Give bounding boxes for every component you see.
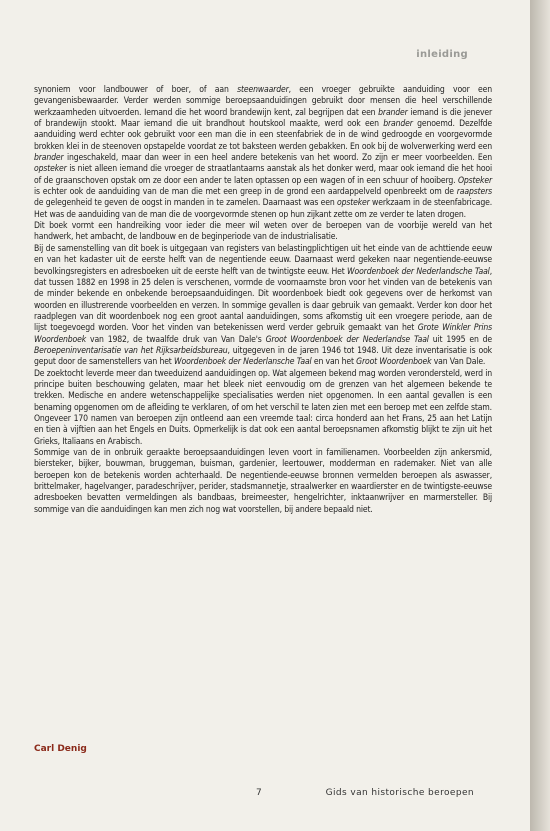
- text-run: uit 1995 en de: [428, 334, 493, 345]
- paragraph: [34, 369, 492, 448]
- italic-run: opsteker: [336, 198, 370, 209]
- paragraph: [34, 244, 492, 369]
- text-run: Bij de samenstelling van dit boek is uitgegaan van registers van belastingplichtigen uit het einde van de achttiende eeuw en van het kadaster uit de eerste helft van de negentiende eeuw. Daarnaast werd gekeken naar negentiende-eeuwse bevolkingsregisters en adresboeken uit de eerste helft van de twintigste eeuw. Het: [34, 243, 492, 277]
- italic-run: raapsters: [456, 187, 492, 198]
- text-run: is echter ook de aanduiding van de man die met een greep in de grond een aardappelveld openbreekt om de: [34, 187, 457, 198]
- text-run: de gelegenheid te geven de oogst in manden in te zamelen. Daarnaast was een: [34, 198, 337, 209]
- paragraph: [34, 221, 492, 244]
- text-run: genoemd. Dezelfde aanduiding werd echter ook gebruikt voor een man die in een steenfabriek de in de wind gedroogde en voorgevormde brokken klei in de steenoven opstapelde voordat ze tot baksteen werden gebakken. En ook bij de wolverwerking werd een: [34, 119, 493, 152]
- italic-run: Woordenboek der Nederlandsche Taal: [347, 266, 490, 277]
- italic-run: Woordenboek der Nederlansche Taal: [174, 357, 312, 368]
- footer-book-title: Gids van historische beroepen: [325, 788, 474, 798]
- text-run: De zoektocht leverde meer dan tweeduizend aanduidingen op. Wat algemeen bekend mag worden verondersteld, werd in principe buiten beschouwing gelaten, maar het bleek niet eenvoudig om de grenzen van het algemeen bekende te trekken. Medische en andere wetenschappelijke specialisaties werden niet opgenomen. In een aantal gevallen is een benaming opgenomen om de afleiding te verklaren, of om het verschil te laten zien met een beroep met een zelfde stam. Ongeveer 170 namen van beroepen zijn ontleend aan een vreemde taal: circa honderd aan het Frans, 25 aan het Latijn en tien à vijftien aan het Engels en Duits. Opmerkelijk is dat ook een aantal beroepsnamen afkomstig blijkt te zijn uit het Grieks, Italiaans en Arabisch.: [34, 368, 492, 447]
- text-run: Sommige van de in onbruik geraakte beroepsaanduidingen leven voort in familienamen. Voorbeelden zijn ankersmid, biersteker, bijker, bouwman, bruggeman, buisman, gardenier, leertouwer, modderman en rademaker. Niet van alle beroepen kon de betekenis worden achterhaald. De negentiende-eeuwse bronnen vermelden beroepen als aswasser, brittelmaker, hagelvanger, paradeschrijver, perider, stadsmannetje, straalwerker en waardierster en de twintigste-eeuwse adresboeken bevatten vermeldingen als bandbaas, breimeester, hengelrichter, inktaanwrijver en marmersteller. Bij sommige van die aanduidingen kan men zich nog wat voorstellen, bij andere bepaald niet.: [34, 448, 492, 515]
- author-name: Carl Denig: [34, 744, 87, 754]
- italic-run: Grote Winkler Prins Woordenboek: [34, 323, 492, 345]
- text-run: is niet alleen iemand die vroeger de straatlantaarns aanstak als het donker werd, maar ook iemand die het hooi of de graanschoven opstak om ze door een ander te laten optassen op een wagen of in een schuur of hooiberg.: [34, 164, 492, 186]
- text-run: synoniem voor landbouwer of boer, of aan: [34, 85, 238, 95]
- italic-run: brander: [383, 119, 413, 130]
- italic-run: Groot Woordenboek der Nederlandse Taal: [265, 334, 429, 345]
- text-run: en van het: [311, 357, 357, 368]
- chapter-header: inleiding: [416, 49, 468, 60]
- italic-run: Opsteker: [457, 175, 492, 186]
- text-run: , dat tussen 1882 en 1998 in 25 delen is verschenen, vormde de voornaamste bron voor het vinden van de betekenis van de minder bekende en onbekende beroepsaanduidingen. Dit woordenboek biedt ook gegevens over de herkomst van woorden en illustrerende voorbeelden en verzen. In sommige gevallen is daar gebruik van gemaakt. Verder kon door het raadplegen van dit woordenboek nog een groot aantal aanduidingen, soms afkomstig uit een vroegere periode, aan de lijst toegevoegd worden. Voor het vinden van betekenissen werd verder gebruik gemaakt van het: [34, 266, 492, 334]
- text-run: , uitgegeven in de jaren 1946 tot 1948. Uit deze inventarisatie is ook geput door de samenstellers van het: [34, 345, 492, 368]
- italic-run: opsteker: [34, 164, 67, 175]
- italic-run: brander: [34, 153, 64, 164]
- text-run: ingeschakeld, maar dan weer in een heel andere betekenis van het woord. Zo zijn er meer voorbeelden. Een: [63, 153, 492, 164]
- paragraph: [34, 85, 492, 221]
- text-run: , een vroeger gebruikte aanduiding voor een gevangenisbewaarder. Verder werden sommige beroepsaanduidingen gebruikt door mensen die heel verschillende werkzaamheden uitvoerden. Iemand die het woord brandewijn kent, zal begrijpen dat een: [34, 85, 492, 118]
- italic-run: Beroepeninventarisatie van het Rijksarbeidsbureau: [34, 345, 228, 356]
- paragraph: [34, 448, 492, 516]
- text-run: van 1982, de twaalfde druk van Van Dale's: [86, 334, 266, 345]
- italic-run: Groot Woordenboek: [356, 357, 432, 368]
- text-run: iemand is die jenever of brandewijn stookt. Maar iemand die uit brandhout houtskool maakte, werd ook een: [34, 107, 492, 130]
- italic-run: brander: [378, 107, 408, 118]
- text-run: werkzaam in de steenfabricage. Het was de aanduiding van de man die de voorgevormde stenen op hun zijkant zette om ze verder te laten drogen.: [34, 198, 493, 220]
- text-run: Dit boek vormt een handreiking voor ieder die meer wil weten over de beroepen van de voorbije wereld van het handwerk, het ambacht, de landbouw en de beginperiode van de industrialisatie.: [34, 221, 492, 243]
- body-text: [34, 85, 492, 516]
- page-edge: [530, 0, 550, 831]
- text-run: van Van Dale.: [431, 357, 486, 368]
- italic-run: steenwaarder: [237, 85, 289, 95]
- page-number: 7: [256, 788, 262, 798]
